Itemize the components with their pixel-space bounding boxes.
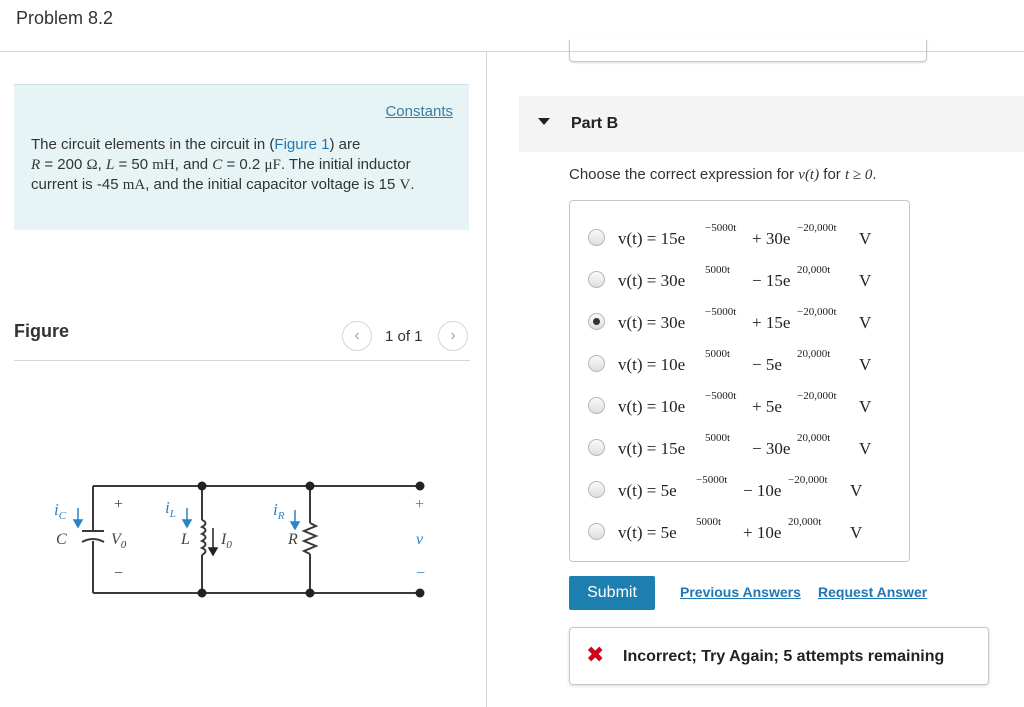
expression-unit: V bbox=[859, 313, 872, 332]
expression-term-2: + 30e bbox=[752, 229, 791, 248]
exponent-2: −20,000t bbox=[797, 222, 837, 234]
l-symbol: L bbox=[105, 157, 115, 173]
voltage-unit: V bbox=[399, 177, 411, 193]
question-text bbox=[569, 166, 877, 184]
radio-button[interactable] bbox=[588, 481, 605, 498]
separator: , and bbox=[174, 156, 213, 173]
answer-option[interactable] bbox=[588, 475, 908, 503]
x-mark-icon: ✖ bbox=[586, 642, 605, 667]
question-condition: t ≥ 0 bbox=[844, 167, 873, 183]
io-arrowhead bbox=[209, 548, 217, 555]
il-label: $i_L$ bbox=[165, 498, 176, 520]
expression-unit: V bbox=[859, 439, 872, 458]
question-end: . bbox=[872, 166, 877, 183]
vo-label: $V_0$ bbox=[111, 531, 127, 551]
current-unit: mA bbox=[122, 177, 146, 193]
expression-unit: V bbox=[859, 355, 872, 374]
radio-button[interactable] bbox=[588, 313, 605, 330]
l-label: L bbox=[181, 531, 190, 548]
radio-button[interactable] bbox=[588, 355, 605, 372]
c-label: C bbox=[56, 531, 67, 548]
expression-term-2: + 5e bbox=[752, 397, 782, 416]
request-answer-link[interactable]: Request Answer bbox=[818, 584, 928, 600]
radio-button[interactable] bbox=[588, 523, 605, 540]
inductor-coil bbox=[202, 520, 206, 555]
expression-lhs: v(t) = 5e bbox=[618, 481, 677, 500]
sentence-current: . The initial inductor current is -45 bbox=[31, 156, 411, 193]
expression-unit: V bbox=[859, 229, 872, 248]
exponent-2: −20,000t bbox=[788, 474, 828, 486]
question-math: v(t) bbox=[798, 167, 820, 183]
node-dot bbox=[198, 482, 207, 491]
part-b-title: Part B bbox=[571, 115, 619, 132]
figure-pager: 1 of 1 bbox=[385, 328, 423, 345]
figure-link[interactable]: Figure 1 bbox=[274, 136, 330, 153]
radio-button[interactable] bbox=[588, 229, 605, 246]
radio-button[interactable] bbox=[588, 397, 605, 414]
resistor-zigzag bbox=[304, 523, 316, 554]
constants-link[interactable]: Constants bbox=[385, 103, 453, 120]
exponent-1: 5000t bbox=[705, 348, 731, 360]
c-symbol: C bbox=[212, 157, 223, 173]
exponent-1: 5000t bbox=[696, 516, 722, 528]
vo-minus: − bbox=[114, 565, 124, 582]
l-unit: mH bbox=[152, 157, 175, 173]
ic-label: $i_C$ bbox=[54, 500, 67, 522]
answer-option[interactable] bbox=[588, 223, 908, 251]
c-value: = 0.2 bbox=[222, 156, 265, 173]
r-value: = 200 bbox=[40, 156, 87, 173]
expression-lhs: v(t) = 5e bbox=[618, 523, 677, 542]
node-dot bbox=[198, 589, 207, 598]
expression-lhs: v(t) = 30e bbox=[618, 313, 686, 332]
chevron-right-icon[interactable]: › bbox=[438, 321, 468, 351]
sentence-end: . bbox=[410, 176, 415, 193]
previous-answers-link[interactable]: Previous Answers bbox=[680, 584, 801, 600]
question-pre: Choose the correct expression for bbox=[569, 166, 799, 183]
expression-term-2: − 10e bbox=[743, 481, 782, 500]
ir-arrowhead bbox=[291, 522, 299, 529]
question-mid: for bbox=[819, 166, 845, 183]
problem-title: Problem 8.2 bbox=[16, 8, 114, 28]
r-label: R bbox=[288, 531, 298, 548]
column-divider bbox=[486, 52, 487, 707]
exponent-2: 20,000t bbox=[797, 432, 831, 444]
expression-unit: V bbox=[850, 481, 863, 500]
exponent-1: 5000t bbox=[705, 432, 731, 444]
v-label: v bbox=[416, 531, 424, 548]
problem-text bbox=[31, 135, 461, 195]
exponent-2: −20,000t bbox=[797, 390, 837, 402]
terminal-dot bbox=[416, 482, 425, 491]
node-dot bbox=[306, 482, 315, 491]
ic-arrowhead bbox=[74, 520, 82, 527]
expression-unit: V bbox=[859, 271, 872, 290]
circuit-diagram bbox=[40, 468, 440, 608]
expression-term-2: − 15e bbox=[752, 271, 791, 290]
expression-unit: V bbox=[850, 523, 863, 542]
expression-lhs: v(t) = 15e bbox=[618, 229, 686, 248]
exponent-1: −5000t bbox=[705, 306, 737, 318]
expression-unit: V bbox=[859, 397, 872, 416]
exponent-1: 5000t bbox=[705, 264, 731, 276]
radio-button[interactable] bbox=[588, 439, 605, 456]
radio-button[interactable] bbox=[588, 271, 605, 288]
answer-options bbox=[569, 200, 910, 562]
r-symbol: R bbox=[31, 157, 41, 173]
expression-term-2: + 15e bbox=[752, 313, 791, 332]
v-plus: + bbox=[415, 496, 425, 513]
r-unit: Ω bbox=[86, 157, 98, 173]
expression-lhs: v(t) = 10e bbox=[618, 397, 686, 416]
expression-term-2: + 10e bbox=[743, 523, 782, 542]
expression-lhs: v(t) = 30e bbox=[618, 271, 686, 290]
node-dot bbox=[306, 589, 315, 598]
sentence-voltage: , and the initial capacitor voltage is 15 bbox=[145, 176, 400, 193]
submit-button[interactable]: Submit bbox=[569, 576, 655, 610]
il-arrowhead bbox=[183, 520, 191, 527]
expression-term-2: − 30e bbox=[752, 439, 791, 458]
previous-part-panel bbox=[569, 40, 927, 62]
exponent-2: −20,000t bbox=[797, 306, 837, 318]
exponent-2: 20,000t bbox=[797, 348, 831, 360]
chevron-left-icon[interactable]: ‹ bbox=[342, 321, 372, 351]
exponent-1: −5000t bbox=[705, 222, 737, 234]
answer-option[interactable] bbox=[588, 265, 908, 293]
expression-lhs: v(t) = 10e bbox=[618, 355, 686, 374]
terminal-dot bbox=[416, 589, 425, 598]
answer-option[interactable] bbox=[588, 307, 908, 335]
exponent-2: 20,000t bbox=[788, 516, 822, 528]
figure-heading: Figure bbox=[14, 321, 70, 341]
l-value: = 50 bbox=[114, 156, 153, 173]
answer-option[interactable] bbox=[588, 433, 908, 461]
problem-statement-box bbox=[14, 84, 469, 230]
ir-label: $i_R$ bbox=[273, 500, 285, 522]
exponent-2: 20,000t bbox=[797, 264, 831, 276]
separator: , bbox=[97, 156, 106, 173]
answer-option[interactable] bbox=[588, 517, 908, 545]
text-intro: The circuit elements in the circuit in ( bbox=[31, 136, 275, 153]
exponent-1: −5000t bbox=[696, 474, 728, 486]
vo-plus: + bbox=[114, 496, 124, 513]
caret-down-icon[interactable] bbox=[538, 118, 550, 125]
v-minus: − bbox=[416, 565, 426, 582]
feedback-box bbox=[569, 627, 989, 685]
text-intro-end: ) are bbox=[329, 136, 361, 153]
answer-option[interactable] bbox=[588, 391, 908, 419]
exponent-1: −5000t bbox=[705, 390, 737, 402]
figure-divider bbox=[14, 360, 470, 361]
io-label: $I_0$ bbox=[221, 531, 232, 551]
expression-term-2: − 5e bbox=[752, 355, 782, 374]
feedback-text: Incorrect; Try Again; 5 attempts remaining bbox=[623, 648, 945, 665]
c-unit: μF bbox=[264, 157, 281, 173]
expression-lhs: v(t) = 15e bbox=[618, 439, 686, 458]
answer-option[interactable] bbox=[588, 349, 908, 377]
